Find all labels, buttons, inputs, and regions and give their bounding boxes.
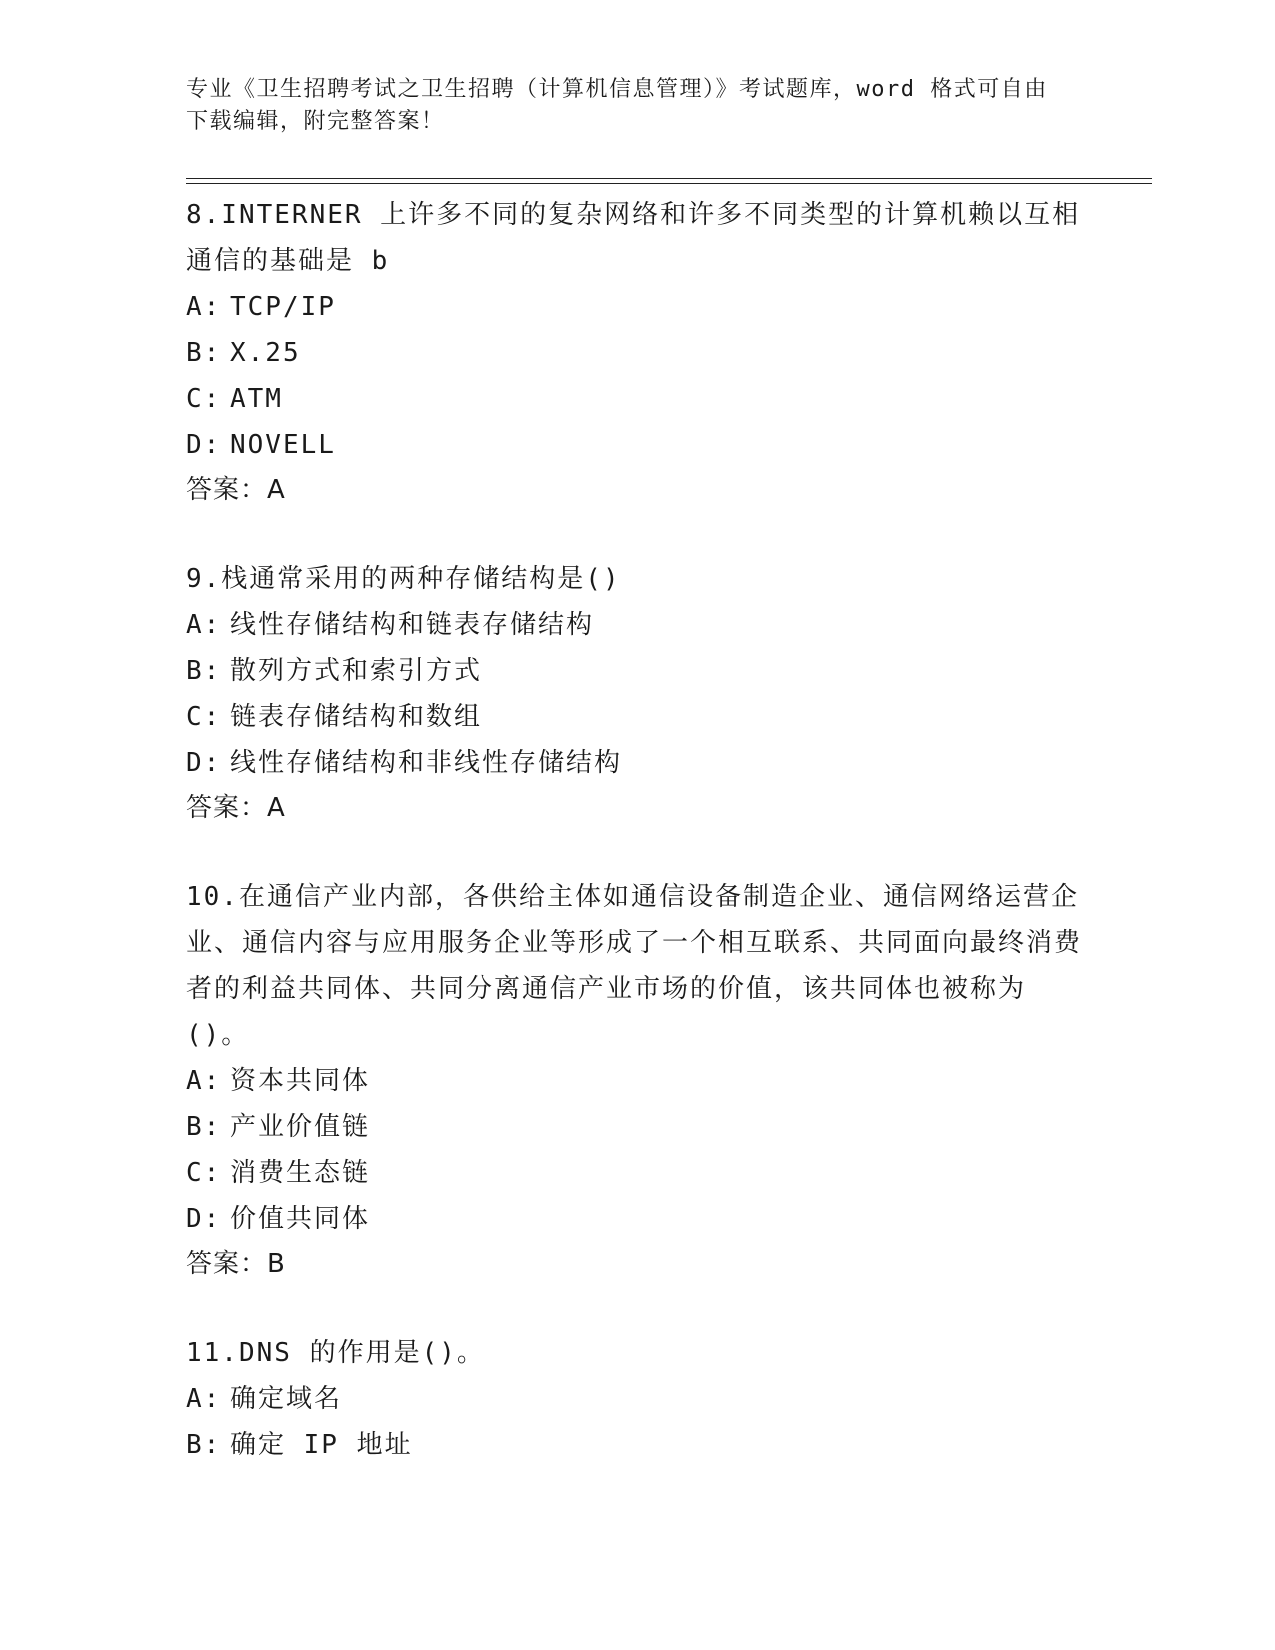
- option-b: [186, 1422, 1086, 1468]
- option-letter: D:: [186, 1204, 222, 1234]
- option-text: 消费生态链: [230, 1158, 371, 1188]
- option-letter: B:: [186, 1112, 222, 1142]
- option-b: [186, 1104, 1086, 1150]
- option-text: 产业价值链: [230, 1112, 371, 1142]
- option-letter: C:: [186, 1158, 222, 1188]
- question-list: [186, 192, 1086, 1512]
- option-d: [186, 1196, 1086, 1242]
- option-c: [186, 376, 1086, 422]
- option-text: 散列方式和索引方式: [230, 656, 483, 686]
- option-letter: C:: [186, 384, 222, 414]
- question-9: [186, 556, 1086, 830]
- option-d: [186, 740, 1086, 786]
- option-a: [186, 1376, 1086, 1422]
- question-10: [186, 874, 1086, 1286]
- option-text: 确定 IP 地址: [230, 1430, 413, 1460]
- option-letter: B:: [186, 338, 222, 368]
- option-letter: B:: [186, 656, 222, 686]
- option-text: 链表存储结构和数组: [230, 702, 483, 732]
- option-text: X.25: [230, 338, 301, 368]
- header-divider: [186, 178, 1152, 179]
- option-letter: B:: [186, 1430, 222, 1460]
- option-text: 价值共同体: [230, 1204, 371, 1234]
- option-a: [186, 1058, 1086, 1104]
- question-stem: 11.DNS 的作用是()。: [186, 1338, 485, 1368]
- option-c: [186, 1150, 1086, 1196]
- option-letter: C:: [186, 702, 222, 732]
- option-c: [186, 694, 1086, 740]
- question-stem: 8.INTERNER 上许多不同的复杂网络和许多不同类型的计算机赖以互相通信的基础是 b: [186, 200, 1081, 276]
- option-b: [186, 648, 1086, 694]
- option-letter: A:: [186, 1066, 222, 1096]
- option-text: 线性存储结构和链表存储结构: [230, 610, 595, 640]
- option-letter: D:: [186, 430, 222, 460]
- option-letter: A:: [186, 610, 222, 640]
- option-a: [186, 602, 1086, 648]
- option-text: 资本共同体: [230, 1066, 371, 1096]
- option-text: TCP/IP: [230, 292, 336, 322]
- option-letter: A:: [186, 292, 222, 322]
- question-11: [186, 1330, 1086, 1468]
- document-header: 专业《卫生招聘考试之卫生招聘（计算机信息管理）》考试题库，word 格式可自由下载编辑，附完整答案！: [186, 77, 1048, 134]
- question-stem: 10.在通信产业内部，各供给主体如通信设备制造企业、通信网络运营企业、通信内容与应用服务企业等形成了一个相互联系、共同面向最终消费者的利益共同体、共同分离通信产业市场的价值，该共同体也被称为()。: [186, 882, 1083, 1050]
- option-letter: A:: [186, 1384, 222, 1414]
- question-stem: 9.栈通常采用的两种存储结构是(): [186, 564, 621, 594]
- option-d: [186, 422, 1086, 468]
- question-8: [186, 192, 1086, 512]
- header-divider-secondary: [186, 183, 1152, 184]
- answer: 答案：B: [186, 1249, 286, 1279]
- answer: 答案：A: [186, 793, 286, 823]
- option-text: ATM: [230, 384, 283, 414]
- answer: 答案：A: [186, 475, 286, 505]
- option-letter: D:: [186, 748, 222, 778]
- option-text: 确定域名: [230, 1384, 343, 1414]
- option-a: [186, 284, 1086, 330]
- option-b: [186, 330, 1086, 376]
- option-text: 线性存储结构和非线性存储结构: [230, 748, 623, 778]
- option-text: NOVELL: [230, 430, 336, 460]
